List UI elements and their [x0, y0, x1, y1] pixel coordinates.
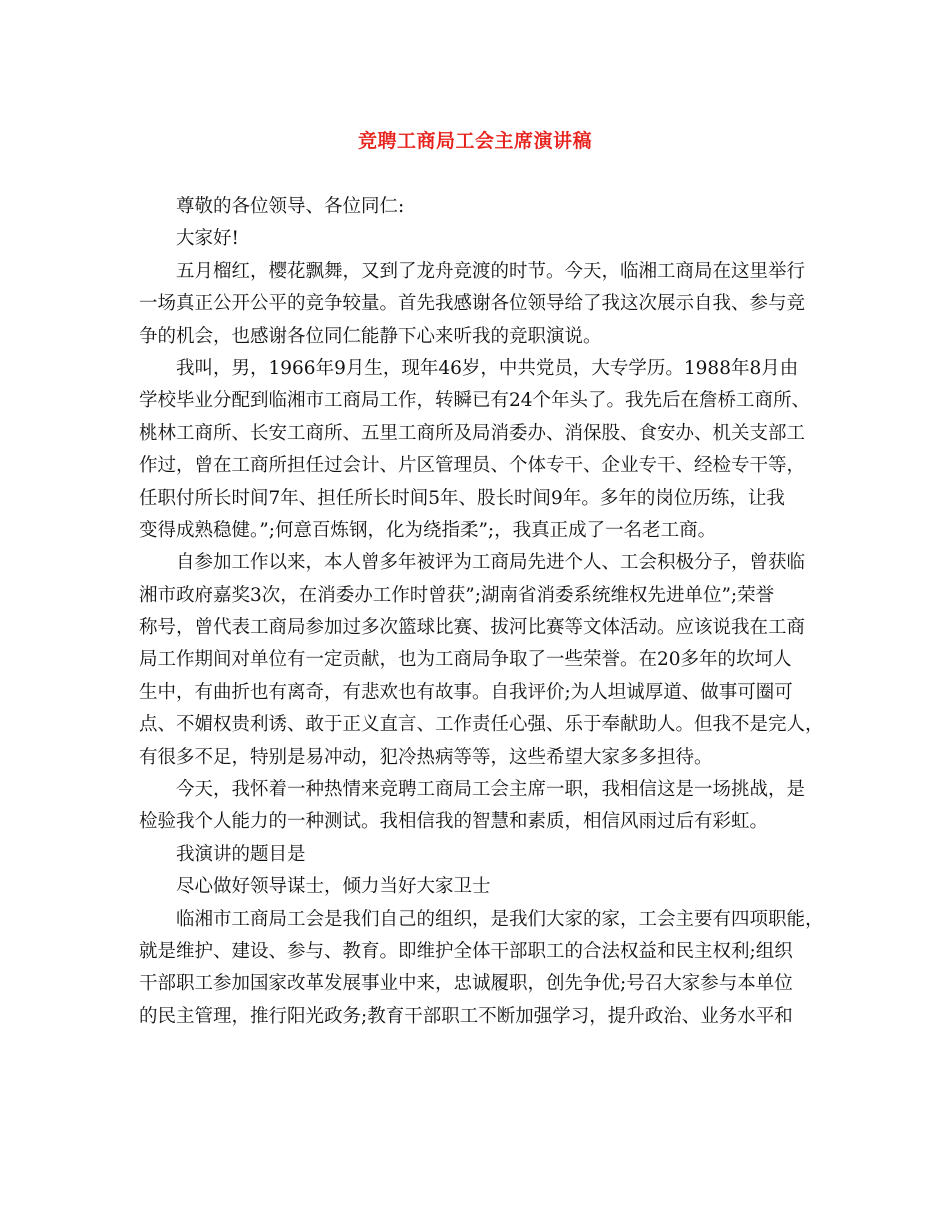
paragraph-line: 今天，我怀着一种热情来竞聘工商局工会主席一职，我相信这是一场挑战，是 — [176, 779, 806, 801]
paragraph-line: 局工作期间对单位有一定贡献，也为工商局争取了一些荣誉。在20多年的坎坷人 — [139, 649, 792, 671]
paragraph-line: 干部职工参加国家改革发展事业中来，忠诚履职，创先争优;号召大家参与本单位 — [139, 973, 793, 995]
paragraph-line: 临湘市工商局工会是我们自己的组织，是我们大家的家，工会主要有四项职能， — [176, 908, 824, 930]
speech-topic-intro: 我演讲的题目是 — [176, 843, 306, 865]
paragraph-line: 湘市政府嘉奖3次，在消委办工作时曾获”;湖南省消委系统维权先进单位”;荣誉 — [139, 584, 775, 606]
paragraph-line: 有很多不足，特别是易冲动，犯冷热病等等，这些希望大家多多担待。 — [139, 746, 713, 768]
paragraph-line: 桃林工商所、长安工商所、五里工商所及局消委办、消保股、食安办、机关支部工 — [139, 422, 806, 444]
paragraph-line: 作过，曾在工商所担任过会计、片区管理员、个体专干、企业专干、经检专干等， — [139, 455, 806, 477]
paragraph-line: 的民主管理，推行阳光政务;教育干部职工不断加强学习，提升政治、业务水平和 — [139, 1005, 793, 1027]
speech-topic: 尽心做好领导谋士，倾力当好大家卫士 — [176, 876, 491, 898]
paragraph-line: 我叫，男，1966年9月生，现年46岁，中共党员，大专学历。1988年8月由 — [176, 357, 799, 379]
paragraph-line: 争的机会，也感谢各位同仁能静下心来听我的竞职演说。 — [139, 325, 602, 347]
paragraph-line: 学校毕业分配到临湘市工商局工作，转瞬已有24个年头了。我先后在詹桥工商所、 — [139, 390, 811, 412]
paragraph-line: 生中，有曲折也有离奇，有悲欢也有故事。自我评价;为人坦诚厚道、做事可圈可 — [139, 681, 793, 703]
greeting-line: 大家好! — [176, 228, 239, 250]
paragraph-line: 称号，曾代表工商局参加过多次篮球比赛、拔河比赛等文体活动。应该说我在工商 — [139, 617, 806, 639]
paragraph-line: 五月榴红，樱花飘舞，又到了龙舟竞渡的时节。今天，临湘工商局在这里举行 — [176, 260, 806, 282]
document-title: 竞聘工商局工会主席演讲稿 — [357, 130, 592, 152]
paragraph-line: 自参加工作以来，本人曾多年被评为工商局先进个人、工会积极分子，曾获临 — [176, 552, 806, 574]
paragraph-line: 检验我个人能力的一种测试。我相信我的智慧和素质，相信风雨过后有彩虹。 — [139, 811, 769, 833]
paragraph-line: 变得成熟稳健。”;何意百炼钢，化为绕指柔”;，我真正成了一名老工商。 — [139, 519, 717, 541]
paragraph-line: 任职付所长时间7年、担任所长时间5年、股长时间9年。多年的岗位历练，让我 — [139, 487, 785, 509]
document-body — [139, 191, 824, 1033]
salutation-line: 尊敬的各位领导、各位同仁: — [176, 196, 405, 217]
paragraph-line: 点、不媚权贵利诱、敢于正义直言、工作责任心强、乐于奉献助人。但我不是完人， — [139, 714, 824, 736]
paragraph-line: 就是维护、建设、参与、教育。即维护全体干部职工的合法权益和民主权利;组织 — [139, 940, 793, 962]
paragraph-line: 一场真正公开公平的竞争较量。首先我感谢各位领导给了我这次展示自我、参与竞 — [139, 293, 806, 315]
